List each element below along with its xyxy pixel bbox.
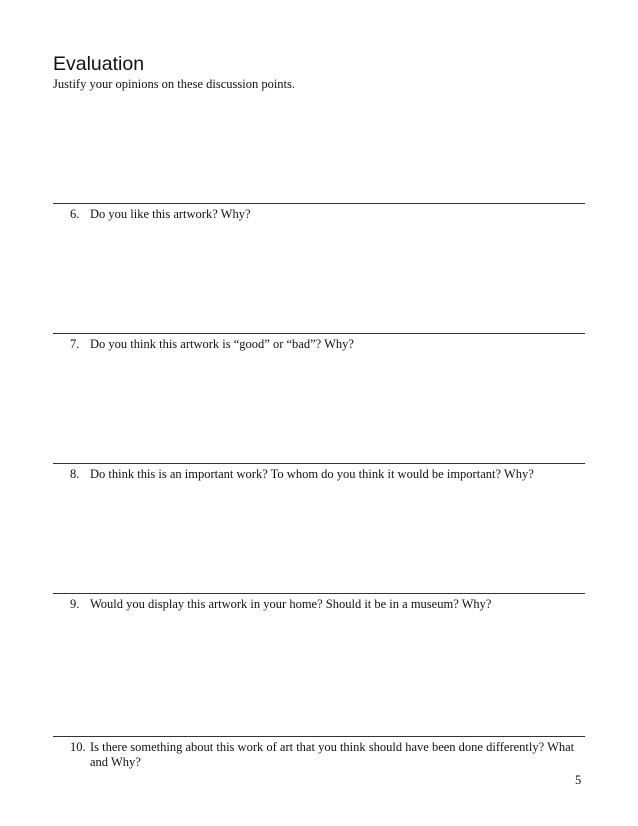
question-text: Do you like this artwork? Why? xyxy=(90,207,251,221)
question-number: 10. xyxy=(70,740,86,754)
answer-line[interactable] xyxy=(53,203,585,204)
instructions-text: Justify your opinions on these discussion points. xyxy=(53,77,296,91)
question-text: Is there something about this work of art that you think should have been done differently? What and Why? xyxy=(90,740,575,769)
answer-line[interactable] xyxy=(53,333,585,334)
question-6 xyxy=(70,207,590,222)
question-text: Would you display this artwork in your home? Should it be in a museum? Why? xyxy=(90,597,492,611)
question-number: 7. xyxy=(70,337,80,351)
page-title: Evaluation xyxy=(53,53,145,75)
question-text: Do think this is an important work? To whom do you think it would be important? Why? xyxy=(90,467,534,481)
question-text: Do you think this artwork is “good” or “bad”? Why? xyxy=(90,337,354,351)
question-9 xyxy=(70,597,590,612)
question-number: 6. xyxy=(70,207,80,221)
question-8 xyxy=(70,467,590,482)
question-number: 9. xyxy=(70,597,80,611)
answer-line[interactable] xyxy=(53,736,585,737)
question-10 xyxy=(70,740,590,770)
answer-line[interactable] xyxy=(53,593,585,594)
question-7 xyxy=(70,337,590,352)
page-number: 5 xyxy=(575,773,582,787)
question-number: 8. xyxy=(70,467,80,481)
answer-line[interactable] xyxy=(53,463,585,464)
